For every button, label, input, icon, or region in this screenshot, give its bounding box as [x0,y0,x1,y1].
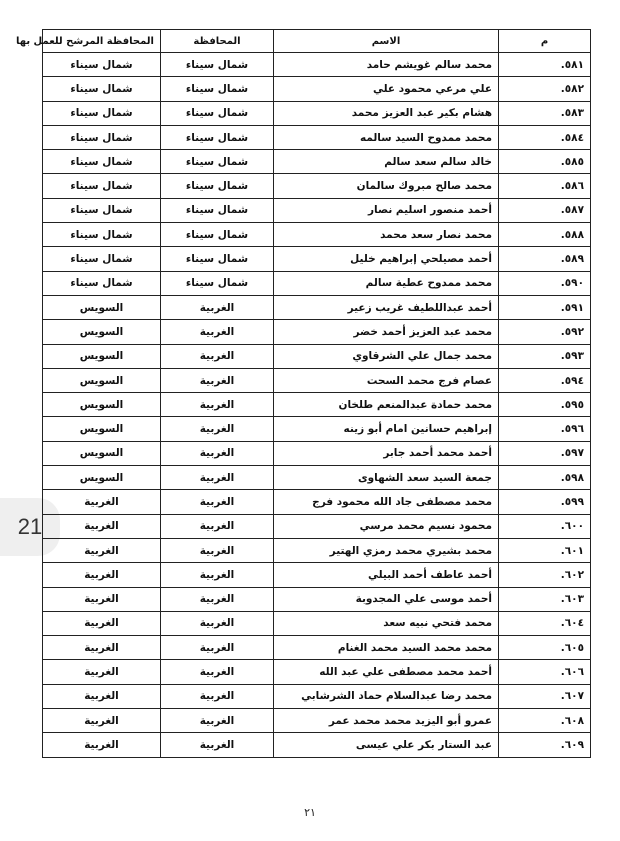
row-number-cell: ٥٩٣. [499,344,591,368]
row-number-cell: ٦٠٧. [499,684,591,708]
governorate-cell: الغربية [161,490,274,514]
table-row [43,295,591,319]
candidate-governorate-cell: الغربية [43,684,161,708]
table-row [43,174,591,198]
candidate-governorate-cell: الغربية [43,636,161,660]
candidate-governorate-cell: السويس [43,393,161,417]
candidate-governorate-cell: الغربية [43,490,161,514]
candidate-governorate-cell: شمال سيناء [43,198,161,222]
candidate-governorate-cell: شمال سيناء [43,247,161,271]
governorate-cell: شمال سيناء [161,198,274,222]
row-number-cell: ٥٩٢. [499,320,591,344]
name-cell: علي مرعي محمود علي [274,77,499,101]
governorate-cell: الغربية [161,587,274,611]
governorate-cell: شمال سيناء [161,53,274,77]
table-row [43,223,591,247]
governorate-cell: الغربية [161,611,274,635]
governorate-cell: شمال سيناء [161,101,274,125]
candidate-governorate-cell: شمال سيناء [43,174,161,198]
name-cell: محمد حمادة عبدالمنعم طلخان [274,393,499,417]
table-row [43,271,591,295]
table-row [43,441,591,465]
governorate-cell: الغربية [161,441,274,465]
row-number-cell: ٥٩٦. [499,417,591,441]
header-candidate-governorate: المحافظة المرشح للعمل بها [43,30,161,53]
row-number-cell: ٥٩٥. [499,393,591,417]
name-cell: أحمد عبداللطيف غريب زعير [274,295,499,319]
table-row [43,709,591,733]
governorate-cell: الغربية [161,733,274,757]
table-row [43,101,591,125]
candidate-governorate-cell: شمال سيناء [43,223,161,247]
name-cell: هشام بكير عبد العزيز محمد [274,101,499,125]
row-number-cell: ٥٩٧. [499,441,591,465]
governorate-cell: الغربية [161,709,274,733]
page-indicator-label: 21 [17,514,43,539]
table-row [43,247,591,271]
table-row [43,538,591,562]
name-cell: محمد صالح مبروك سالمان [274,174,499,198]
candidate-governorate-cell: الغربية [43,563,161,587]
candidate-governorate-cell: الغربية [43,660,161,684]
governorate-cell: الغربية [161,636,274,660]
candidate-governorate-cell: السويس [43,466,161,490]
candidate-governorate-cell: شمال سيناء [43,125,161,149]
name-cell: أحمد محمد مصطفى علي عبد الله [274,660,499,684]
governorate-cell: الغربية [161,684,274,708]
candidate-governorate-cell: شمال سيناء [43,77,161,101]
table-row [43,125,591,149]
candidate-governorate-cell: شمال سيناء [43,53,161,77]
table-row [43,344,591,368]
table-row [43,636,591,660]
row-number-cell: ٥٨٨. [499,223,591,247]
name-cell: عمرو أبو اليزيد محمد محمد عمر [274,709,499,733]
row-number-cell: ٥٨٧. [499,198,591,222]
table-row [43,320,591,344]
row-number-cell: ٥٩٨. [499,466,591,490]
header-governorate: المحافظة [161,30,274,53]
row-number-cell: ٥٩٤. [499,368,591,392]
governorate-cell: الغربية [161,417,274,441]
candidate-governorate-cell: شمال سيناء [43,101,161,125]
governorate-cell: الغربية [161,466,274,490]
row-number-cell: ٦٠٣. [499,587,591,611]
row-number-cell: ٥٨٤. [499,125,591,149]
table-row [43,417,591,441]
governorate-cell: الغربية [161,320,274,344]
candidate-governorate-cell: الغربية [43,514,161,538]
table-row [43,393,591,417]
candidate-governorate-cell: الغربية [43,733,161,757]
name-cell: أحمد منصور اسليم نصار [274,198,499,222]
table-row [43,684,591,708]
candidate-governorate-cell: السويس [43,320,161,344]
governorate-cell: الغربية [161,538,274,562]
row-number-cell: ٥٨٦. [499,174,591,198]
row-number-cell: ٦٠٠. [499,514,591,538]
name-cell: محمد ممدوح السيد سالمه [274,125,499,149]
name-cell: إبراهيم حسانين امام أبو زينه [274,417,499,441]
name-cell: محمد فتحي نبيه سعد [274,611,499,635]
name-cell: عصام فرج محمد السحت [274,368,499,392]
header-name: الاسم [274,30,499,53]
candidate-governorate-cell: السويس [43,295,161,319]
row-number-cell: ٥٨٥. [499,150,591,174]
header-num: م [499,30,591,53]
name-cell: خالد سالم سعد سالم [274,150,499,174]
row-number-cell: ٥٨٩. [499,247,591,271]
candidate-governorate-cell: الغربية [43,611,161,635]
name-cell: أحمد مصيلحي إبراهيم خليل [274,247,499,271]
name-cell: جمعة السيد سعد الشهاوى [274,466,499,490]
table-row [43,77,591,101]
row-number-cell: ٦٠١. [499,538,591,562]
table-row [43,514,591,538]
governorate-cell: الغربية [161,344,274,368]
row-number-cell: ٦٠٦. [499,660,591,684]
governorate-cell: الغربية [161,563,274,587]
table-row [43,660,591,684]
name-cell: محمد نصار سعد محمد [274,223,499,247]
candidate-governorate-cell: الغربية [43,538,161,562]
row-number-cell: ٥٩٩. [499,490,591,514]
row-number-cell: ٦٠٨. [499,709,591,733]
table-row [43,150,591,174]
candidate-governorate-cell: الغربية [43,587,161,611]
row-number-cell: ٦٠٥. [499,636,591,660]
governorate-cell: الغربية [161,393,274,417]
candidate-governorate-cell: السويس [43,344,161,368]
table-row [43,611,591,635]
candidate-governorate-cell: شمال سيناء [43,150,161,174]
name-cell: محمد عبد العزيز أحمد خضر [274,320,499,344]
table-row [43,490,591,514]
table-row [43,466,591,490]
table-header-row [43,30,591,53]
governorate-cell: الغربية [161,514,274,538]
name-cell: محمد محمد السيد محمد الغنام [274,636,499,660]
governorate-cell: شمال سيناء [161,150,274,174]
table-row [43,563,591,587]
name-cell: محمد مصطفى جاد الله محمود فرج [274,490,499,514]
name-cell: محمود نسيم محمد مرسي [274,514,499,538]
governorate-cell: الغربية [161,368,274,392]
governorate-cell: الغربية [161,295,274,319]
name-cell: محمد جمال علي الشرقاوي [274,344,499,368]
table-row [43,368,591,392]
row-number-cell: ٥٨٣. [499,101,591,125]
governorate-cell: شمال سيناء [161,247,274,271]
candidate-governorate-cell: السويس [43,417,161,441]
name-cell: محمد سالم غويشم حامد [274,53,499,77]
name-cell: محمد رضا عبدالسلام حماد الشرشابي [274,684,499,708]
candidate-governorate-cell: السويس [43,441,161,465]
candidate-governorate-cell: السويس [43,368,161,392]
name-cell: محمد ممدوح عطية سالم [274,271,499,295]
candidate-governorate-cell: الغربية [43,709,161,733]
governorate-cell: شمال سيناء [161,271,274,295]
row-number-cell: ٦٠٢. [499,563,591,587]
governorate-cell: شمال سيناء [161,223,274,247]
governorate-cell: شمال سيناء [161,174,274,198]
row-number-cell: ٦٠٤. [499,611,591,635]
governorate-cell: الغربية [161,660,274,684]
row-number-cell: ٥٨٢. [499,77,591,101]
page-number: ٢١ [304,806,316,819]
row-number-cell: ٥٨١. [499,53,591,77]
name-cell: أحمد موسى علي المجدوبة [274,587,499,611]
name-cell: محمد بشيري محمد رمزي الهتير [274,538,499,562]
governorate-cell: شمال سيناء [161,125,274,149]
name-cell: أحمد محمد أحمد جابر [274,441,499,465]
name-cell: عبد الستار بكر علي عيسى [274,733,499,757]
governorate-cell: شمال سيناء [161,77,274,101]
candidate-governorate-cell: شمال سيناء [43,271,161,295]
row-number-cell: ٦٠٩. [499,733,591,757]
table-row [43,587,591,611]
table-row [43,198,591,222]
row-number-cell: ٥٩١. [499,295,591,319]
row-number-cell: ٥٩٠. [499,271,591,295]
name-cell: أحمد عاطف أحمد البيلي [274,563,499,587]
table-row [43,53,591,77]
table-row [43,733,591,757]
